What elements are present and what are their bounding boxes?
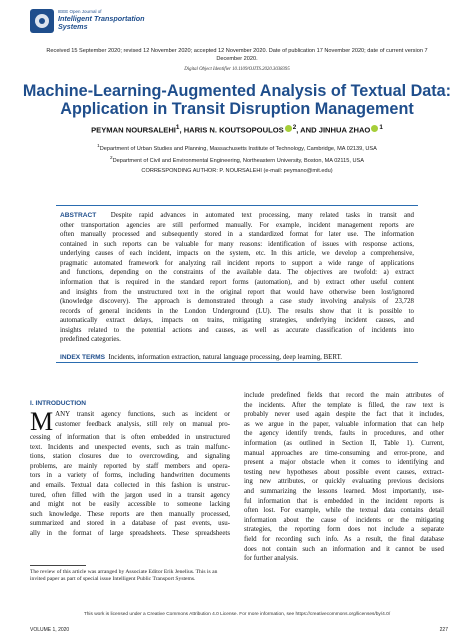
body-line: cessing of information that is often embedded in unstructured xyxy=(30,434,230,441)
abstract-line: contained in such reports can be valuable for many reasons: identification of issues with response actions, xyxy=(60,240,414,248)
journal-logo xyxy=(30,9,145,39)
body-line: ing new attributes, or quickly evaluating previous decisions xyxy=(244,478,444,486)
body-line: field for recording such info. As a result, the final database xyxy=(244,535,444,543)
volume-info: VOLUME 1, 2020 xyxy=(30,627,70,633)
body-line: the agency identify trends, faults in procedures, and other xyxy=(244,430,444,438)
abstract-line: ABSTRACT Despite rapid advances in automated text processing, many related tasks in transit and xyxy=(60,212,414,219)
orcid-icon[interactable] xyxy=(371,125,378,132)
body-line: tors in a variety of forms, including handwritten documents xyxy=(30,472,230,480)
body-line: does not contain such an information and it cannot be used xyxy=(244,545,444,553)
body-line: include predefined fields that record the main attributes of xyxy=(244,392,444,399)
body-line: for further analysis. xyxy=(244,555,299,563)
abstract-line: and insights from the unstructured text in the original report that would have otherwise been lost/ignored xyxy=(60,288,414,296)
drop-cap: M xyxy=(30,407,54,436)
body-line: strategies, the reporting form does not include a separate xyxy=(244,526,444,534)
footnote-rule xyxy=(30,565,86,566)
doi: Digital Object Identifier 10.1109/OJITS.2020.3038395 xyxy=(184,67,290,72)
affiliation xyxy=(20,143,454,152)
author-list xyxy=(20,124,454,135)
body-line: ful information that is embedded in the incident reports is xyxy=(244,497,444,505)
license-notice: This work is licensed under a Creative Commons Attribution 4.0 License. For more information, see https://creativecommons.org/licenses/by/4.0/ xyxy=(83,612,391,617)
right-column xyxy=(244,391,444,564)
body-line: tions, station closures due to overcrowding, and signaling xyxy=(30,453,230,461)
abstract-line: predefined categories. xyxy=(60,336,121,344)
body-line: such knowledge. These reports are then manually processed, xyxy=(30,510,230,518)
affiliation-mark: 2 xyxy=(110,155,113,160)
paper-title: Machine-Learning-Augmented Analysis of Textual Data: Application in Transit Disruption Management xyxy=(22,82,452,118)
corresponding-author: CORRESPONDING AUTHOR: P. NOURSALEHI (e-mail: peymano@mit.edu) xyxy=(141,168,333,174)
author-separator: , AND xyxy=(296,125,319,135)
body-line: and might not be easily accessible to someone lacking xyxy=(30,501,230,509)
affiliation xyxy=(20,155,454,164)
body-line: ally in the format of large spreadsheets. These spreadsheets xyxy=(30,529,230,537)
author-name: PEYMAN NOURSALEHI xyxy=(91,125,176,135)
body-line: ANY transit agency functions, such as incident or xyxy=(55,411,230,418)
publication-dates: Received 15 September 2020; revised 12 November 2020; accepted 12 November 2020. Date of publication 17 November 2020; date of current version 7 December 2020. xyxy=(46,48,428,62)
author-affiliation-mark: 2 xyxy=(292,124,297,131)
body-line: information about the cause of incidents or the mitigating xyxy=(244,516,444,524)
affiliation-text: Department of Urban Studies and Planning, Massachusetts Institute of Technology, Cambridge, MA 02139, USA xyxy=(99,145,377,152)
affiliation-text: Department of Civil and Environmental Engineering, Northeastern University, Boston, MA 02115, USA xyxy=(112,157,364,164)
author-name: JINHUA ZHAO xyxy=(318,125,371,135)
index-terms-heading: INDEX TERMS xyxy=(60,353,106,361)
author-separator: , xyxy=(179,125,184,135)
page-number: 227 xyxy=(439,627,448,633)
body-line: present a major obstacle when it comes to identifying and xyxy=(244,459,444,467)
affiliation-mark: 1 xyxy=(97,143,100,148)
body-line: problems, are mainly reported by staff members and opera- xyxy=(30,462,230,470)
abstract-line: insights related to the potential actions and causes, as well as accurate classification of incidents into xyxy=(60,326,414,334)
body-line: and summarizing the lessons learned. Most importantly, use- xyxy=(244,487,444,495)
body-line: summarized and stored in a database of past events, usu- xyxy=(30,520,230,528)
index-terms-text: Incidents, information extraction, natural language processing, deep learning, BERT. xyxy=(108,353,342,361)
author-name: HARIS N. KOUTSOPOULOS xyxy=(183,125,284,135)
body-line: tured, often filled with the jargon used in a transit agency xyxy=(30,491,230,499)
body-line: manual approaches are time-consuming and error-prone, and xyxy=(244,449,444,457)
left-column xyxy=(30,407,230,539)
journal-logo-prefix: IEEE Open Journal of xyxy=(58,9,102,14)
abstract-line: other transportation agencies are still performed manually. For example, incident management reports are xyxy=(60,221,414,229)
abstract-line: pragmatic automated framework for analyzing rail incident reports to support a wide range of applications xyxy=(60,259,414,267)
body-line: and emails. Textual data collected in this fashion is unstruc- xyxy=(30,481,230,489)
abstract-line: records of general incidents in the London Underground (LU). The results show that it is possible to xyxy=(60,307,414,315)
author-affiliation-mark: 1 xyxy=(379,124,383,131)
orcid-icon[interactable] xyxy=(285,125,292,132)
journal-logo-icon xyxy=(30,9,54,33)
section-heading: I. INTRODUCTION xyxy=(30,400,87,407)
abstract-line: often manually processed and subsequently stored in a standardized format for later use. The information xyxy=(60,231,414,239)
body-line: as we argue in the paper, valuable information that can help xyxy=(244,420,444,428)
abstract-line: automatically extract delays, impacts on trains, mitigating strategies, underlying incident causes, and xyxy=(60,317,414,325)
author-affiliation-mark: 1 xyxy=(175,124,180,131)
abstract-bottom-rule xyxy=(56,362,418,363)
body-line: customer feedback analysis, still rely on manual pro- xyxy=(55,420,230,428)
footnote: The review of this article was arranged by Associate Editor Erik Jenelius. This is an invited paper as part of special issue Intelligent Public Transport Systems. xyxy=(30,569,218,583)
body-line: testing new hypotheses about possible event causes, extract- xyxy=(244,468,444,476)
abstract-line: underlying causes of each incident, impacts on the system, etc. In this article, we develop a comprehensive, xyxy=(60,250,414,258)
journal-name: Intelligent Transportation Systems xyxy=(58,14,145,31)
abstract-line: (knowledge discovery). The approach is demonstrated through a case study involving analysis of 23,728 xyxy=(60,298,414,306)
abstract-top-rule xyxy=(56,205,418,206)
body-line: information (as outlined in Section II, Table 1). Current, xyxy=(244,439,444,447)
body-line: often lost. For example, while the textual data contains detail xyxy=(244,507,444,515)
abstract xyxy=(60,211,414,362)
body-line: the incidents. After the template is filled, the raw text is xyxy=(244,401,444,409)
body-line: text. Incidents and unexpected events, such as train malfunc- xyxy=(30,443,230,451)
abstract-heading: ABSTRACT xyxy=(60,212,97,219)
index-terms xyxy=(60,353,414,363)
abstract-line: and functions, depending on the constraints of the available data. The objectives are twofold: a) extract xyxy=(60,269,414,277)
abstract-line: information that is required in the standard report forms (automation), and b) extract other useful content xyxy=(60,278,414,286)
body-line: probably never used again despite the fact that it includes, xyxy=(244,411,444,419)
